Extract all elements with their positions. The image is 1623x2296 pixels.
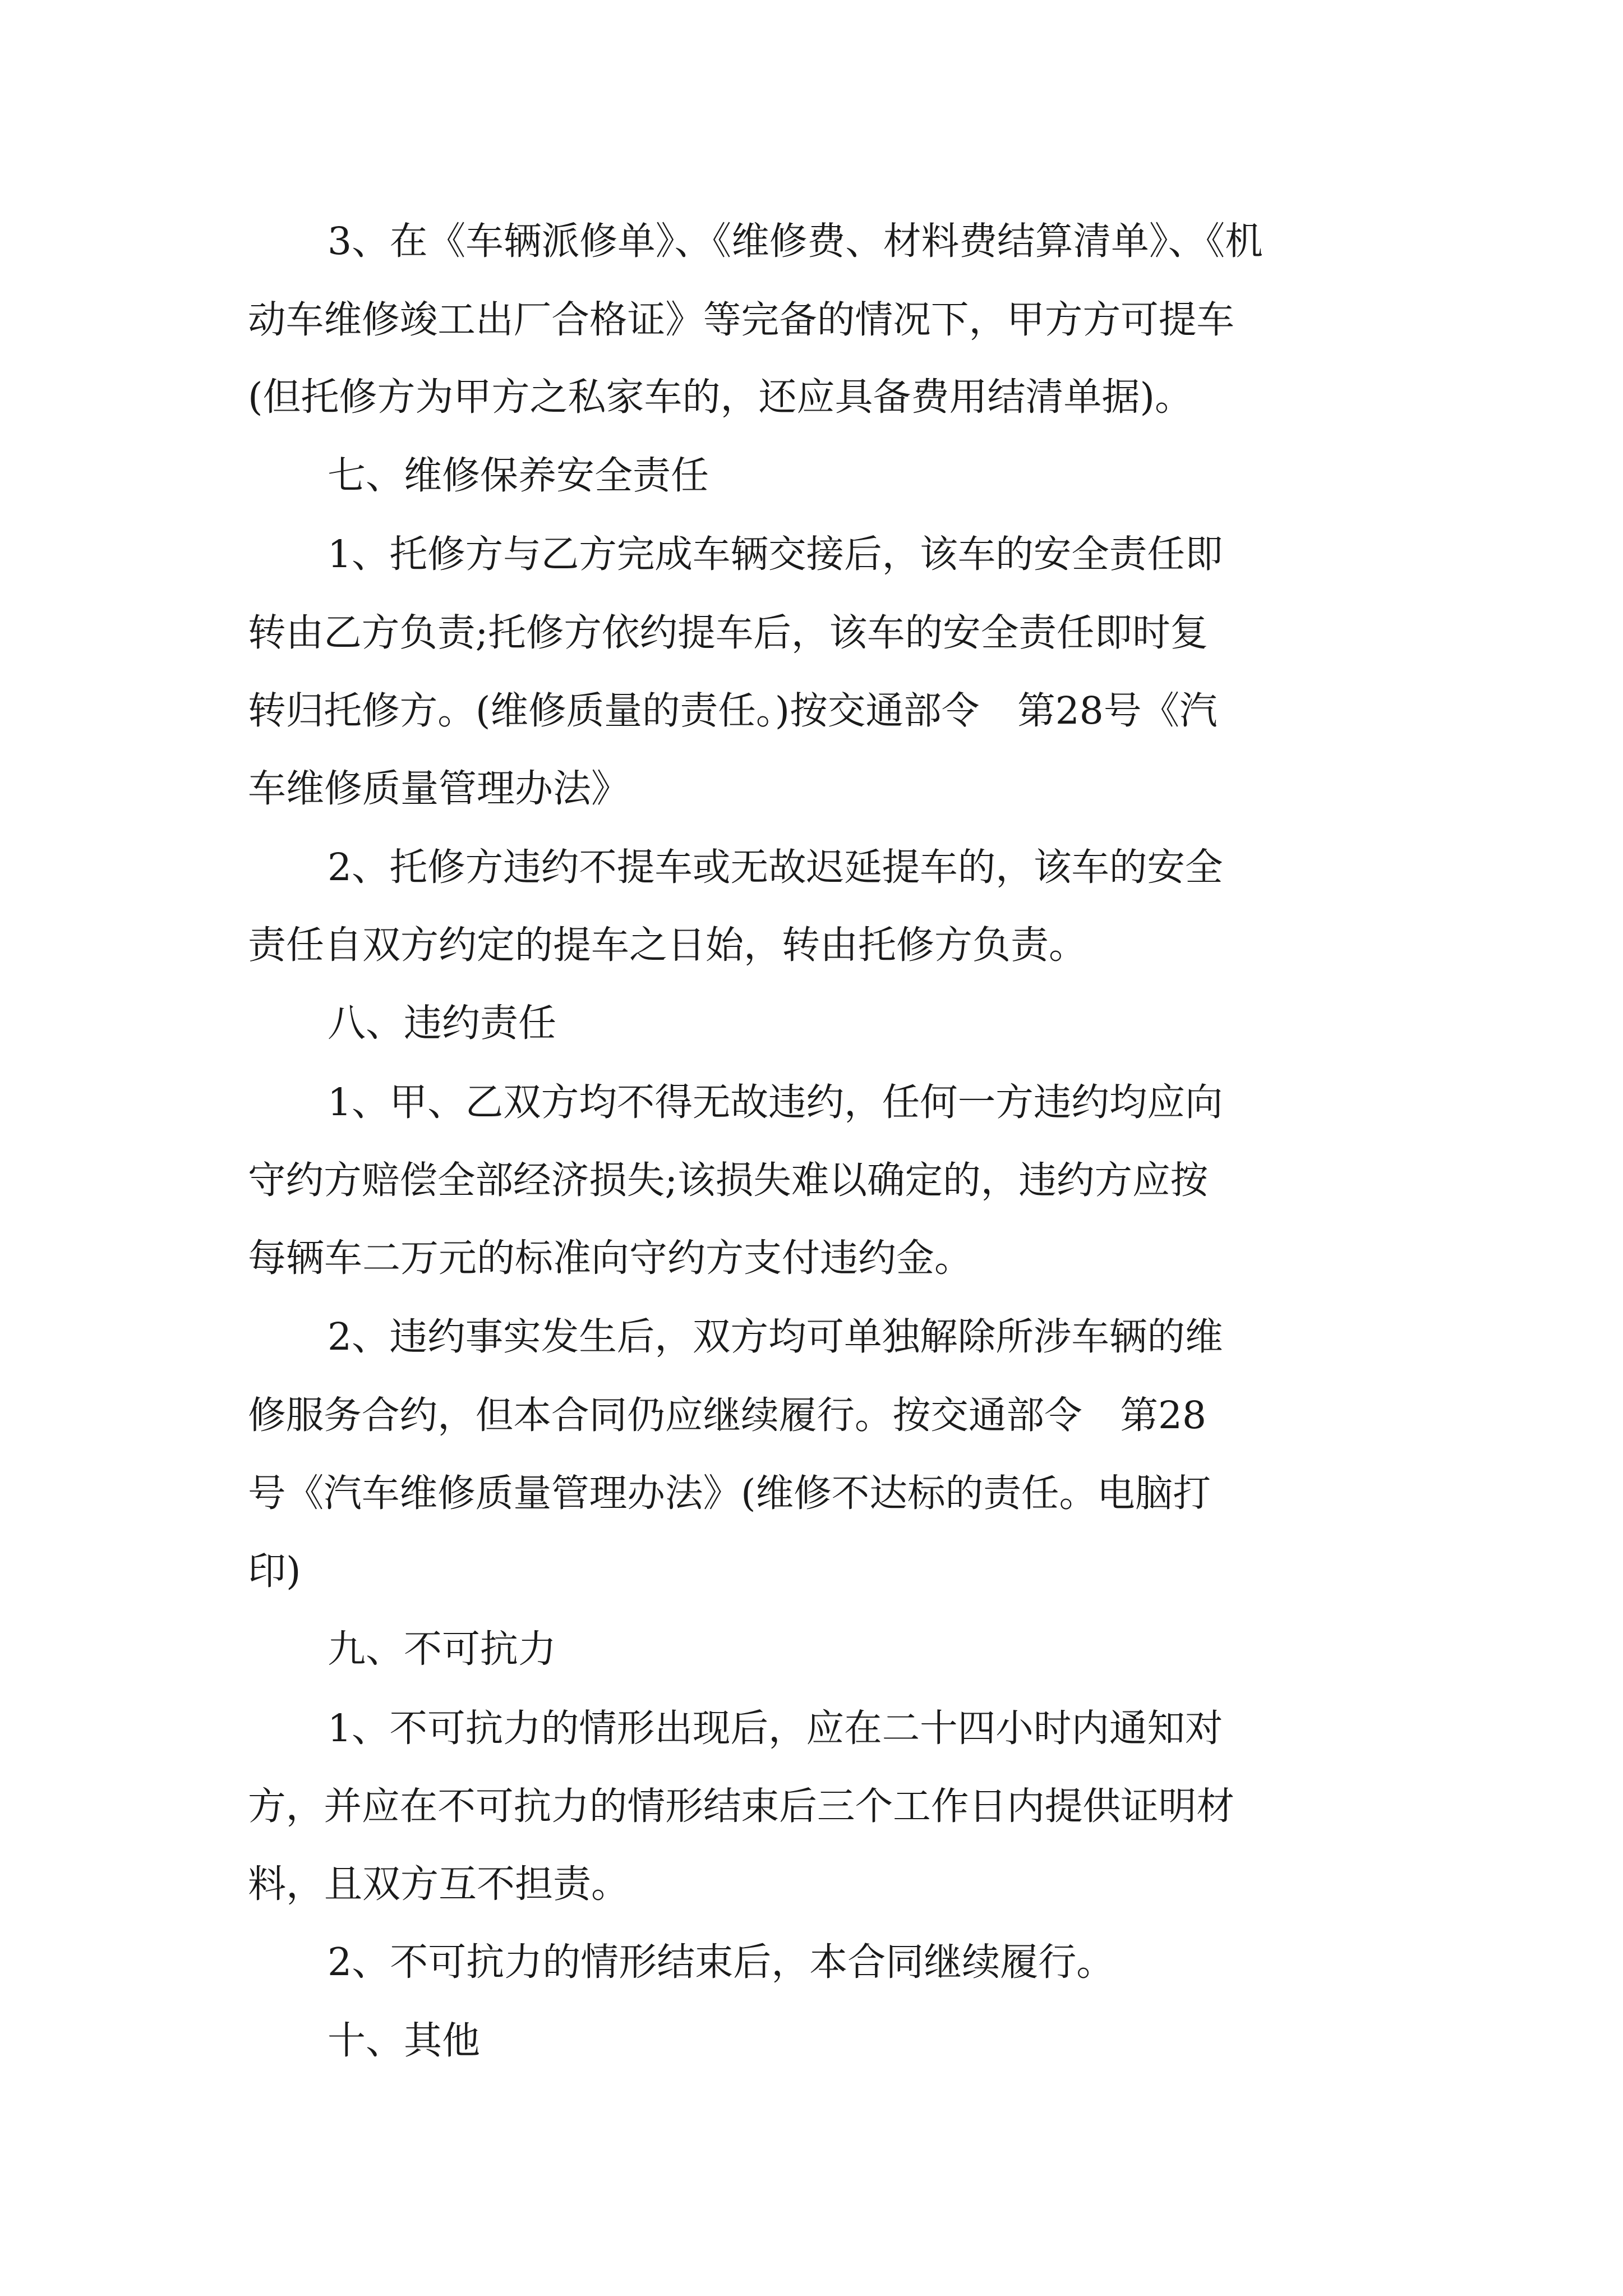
text-line xyxy=(248,1376,1377,1455)
text-line xyxy=(248,1924,1377,2002)
text-line xyxy=(248,202,1377,280)
paragraph-breach-termination xyxy=(248,1297,1377,1611)
text-line xyxy=(248,828,1377,907)
text-line xyxy=(248,358,1377,437)
text-line xyxy=(248,1297,1377,1376)
line-text: 方，并应在不可抗力的情形结束后三个工作日内提供证明材 xyxy=(248,1784,1235,1828)
paragraph-safety-transfer xyxy=(248,515,1377,828)
line-text: 料，且双方互不担责。 xyxy=(248,1862,630,1907)
paragraph-force-majeure-resume xyxy=(248,1924,1377,2002)
section-heading-10 xyxy=(248,2002,1377,2081)
line-text: 转归托修方。(维修质量的责任。)按交通部令 第28号《汽 xyxy=(248,688,1218,733)
text-line xyxy=(248,1220,1377,1298)
text-line xyxy=(248,1063,1377,1142)
document-body xyxy=(248,202,1377,2080)
paragraph-force-majeure-notice xyxy=(248,1689,1377,1924)
line-text: 2、违约事实发生后，双方均可单独解除所涉车辆的维 xyxy=(328,1314,1223,1359)
text-line xyxy=(248,1846,1377,1924)
line-text: 号《汽车维修质量管理办法》(维修不达标的责任。电脑打 xyxy=(248,1471,1211,1515)
line-text: 守约方赔偿全部经济损失;该损失难以确定的，违约方应按 xyxy=(248,1158,1209,1202)
section-heading-9 xyxy=(248,1611,1377,1689)
line-text: 动车维修竣工出厂合格证》等完备的情况下，甲方方可提车 xyxy=(248,297,1235,342)
text-line xyxy=(248,1767,1377,1846)
line-text: 3、在《车辆派修单》、《维修费、材料费结算清单》、《机 xyxy=(328,219,1263,263)
section-heading-7 xyxy=(248,437,1377,516)
heading-text: 八、违约责任 xyxy=(328,1001,557,1046)
text-line xyxy=(248,593,1377,672)
text-line xyxy=(248,671,1377,750)
text-line xyxy=(248,280,1377,359)
paragraph-pickup-conditions xyxy=(248,202,1377,437)
line-text: 2、不可抗力的情形结束后，本合同继续履行。 xyxy=(328,1940,1115,1985)
text-line xyxy=(248,1141,1377,1220)
line-text: 修服务合约，但本合同仍应继续履行。按交通部令 第28 xyxy=(248,1392,1207,1437)
paragraph-breach-compensation xyxy=(248,1063,1377,1298)
line-text: 1、托修方与乙方完成车辆交接后，该车的安全责任即 xyxy=(328,532,1223,576)
paragraph-delayed-pickup xyxy=(248,828,1377,984)
line-text: 责任自双方约定的提车之日始，转由托修方负责。 xyxy=(248,923,1087,968)
line-text: 车维修质量管理办法》 xyxy=(248,766,630,811)
line-text: 1、甲、乙双方均不得无故违约，任何一方违约均应向 xyxy=(328,1079,1223,1124)
line-text: 2、托修方违约不提车或无故迟延提车的，该车的安全 xyxy=(328,845,1223,889)
text-line xyxy=(248,515,1377,593)
text-line xyxy=(248,1454,1377,1533)
line-text: 1、不可抗力的情形出现后，应在二十四小时内通知对 xyxy=(328,1705,1223,1750)
text-line xyxy=(248,1533,1377,1611)
line-text: (但托修方为甲方之私家车的，还应具备费用结清单据)。 xyxy=(248,375,1193,420)
section-heading-8 xyxy=(248,984,1377,1063)
text-line xyxy=(248,907,1377,985)
text-line xyxy=(248,750,1377,829)
line-text: 印) xyxy=(248,1549,301,1594)
line-text: 每辆车二万元的标准向守约方支付违约金。 xyxy=(248,1236,973,1281)
heading-text: 十、其他 xyxy=(328,2018,481,2063)
heading-text: 七、维修保养安全责任 xyxy=(328,453,709,498)
text-line xyxy=(248,1689,1377,1768)
line-text: 转由乙方负责;托修方依约提车后，该车的安全责任即时复 xyxy=(248,610,1209,655)
heading-text: 九、不可抗力 xyxy=(328,1627,557,1672)
